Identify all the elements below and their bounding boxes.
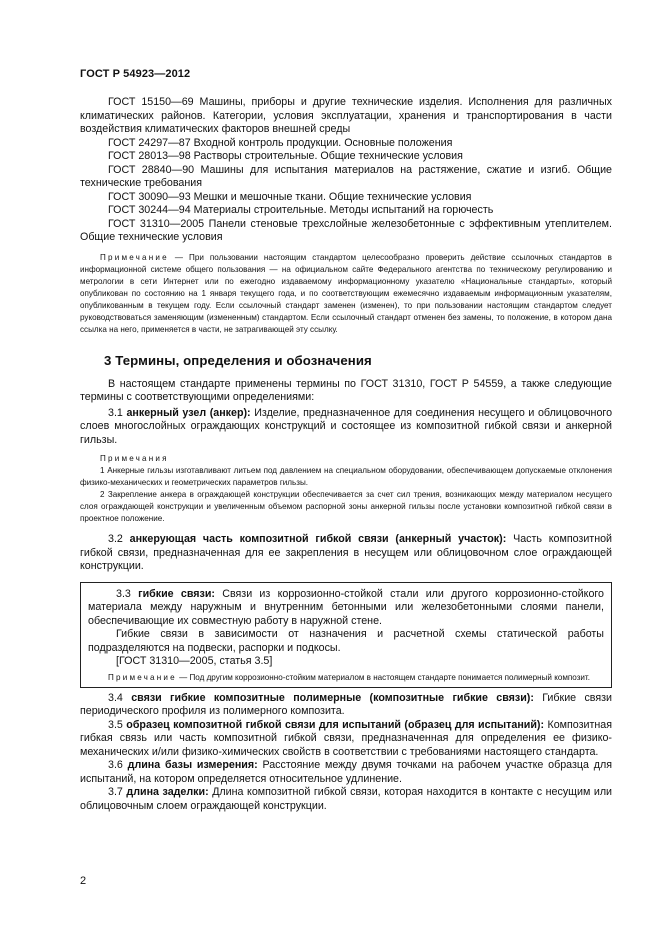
page-number: 2 — [80, 875, 87, 887]
term-number: 3.4 — [108, 691, 132, 704]
term-name: длина заделки: — [126, 786, 209, 798]
normative-references — [80, 96, 612, 245]
term-3-4 — [80, 692, 612, 719]
term-name: образец композитной гибкой связи для испытаний (образец для испытаний): — [126, 718, 545, 731]
term-definition: Гибкие связи периодического профиля из полимерного композита. — [80, 691, 613, 717]
term-number: 3.2 — [108, 533, 130, 545]
notes-heading: Примечания — [100, 454, 169, 463]
term-3-2 — [80, 533, 612, 574]
term-number: 3.6 — [108, 759, 128, 771]
term-3-6 — [80, 759, 612, 786]
note-text: — При пользовании настоящим стандартом целесообразно проверить действие ссылочных стандартов в информационной системе общего пользования — на официальном сайте Федерального агентства по техническому регулированию и метрологии в сети Интернет или по ежегодно издаваемому информационному указателю «Национальные стандарты», который опубликован по состоянию на 1 января текущего года, и по соответствующим ежемесячно издаваемым информационным указателям, опубликованным в текущем году. Если ссылочный стандарт заменен (изменен), то при пользовании настоящим стандартом следует руководствоваться заменяющим (измененным) стандартом. Если ссылочный стандарт отменен без замены, то положение, в котором дана ссылка на него, применяется в части, не затрагивающей эту ссылку. — [80, 252, 612, 334]
reference-item: ГОСТ 24297—87 Входной контроль продукции. Основные положения — [108, 136, 453, 149]
term-number: 3.5 — [108, 718, 127, 731]
reference-item: ГОСТ 30090—93 Мешки и мешочные ткани. Общие технические условия — [108, 190, 472, 203]
term-3-3-note — [88, 672, 604, 684]
term-name: анкерующая часть композитной гибкой связи (анкерный участок): — [129, 533, 507, 545]
term-3-3-source: [ГОСТ 31310—2005, статья 3.5] — [116, 655, 273, 667]
term-3-3-box — [80, 582, 612, 688]
page-header: ГОСТ Р 54923—2012 — [80, 68, 191, 80]
term-definition: Часть композитной гибкой связи, предназначенная для ее закрепления в несущем или облицовочном слое ограждающей конструкции. — [80, 533, 613, 572]
term-3-5 — [80, 719, 612, 760]
term-3-3 — [88, 588, 604, 629]
term-3-3-paragraph: Гибкие связи в зависимости от назначения и расчетной схемы статической работы подразделяются на подвески, распорки и подкосы. — [88, 628, 604, 654]
term-name: гибкие связи: — [138, 587, 215, 600]
term-definition: Связи из коррозионно-стойкой стали или другого коррозионно-стойкого материала между наружным и внутренним бетонными или железобетонными слоями панели, обеспечивающие их совместную работу в наружной стене. — [88, 587, 604, 627]
reference-item: ГОСТ 28840—90 Машины для испытания материалов на растяжение, сжатие и изгиб. Общие технические требования — [80, 163, 612, 189]
reference-item: ГОСТ 15150—69 Машины, приборы и другие технические изделия. Исполнения для различных климатических районов. Категории, условия эксплуатации, хранения и транспортирования в части воздействия климатических факторов внешней среды — [80, 96, 612, 135]
term-3-1 — [80, 407, 612, 448]
term-number: 3.3 — [116, 587, 139, 600]
note-item: 1 Анкерные гильзы изготавливают литьем под давлением на специальном оборудовании, обеспечивающем допускаемые отклонения физико-механических и геометрических параметров гильзы. — [80, 466, 612, 487]
term-name: связи гибкие композитные полимерные (композитные гибкие связи): — [131, 691, 534, 704]
reference-item: ГОСТ 31310—2005 Панели стеновые трехслойные железобетонные с эффективным утеплителем. Общие технические условия — [80, 217, 612, 243]
term-number: 3.1 — [108, 406, 127, 419]
term-definition: Композитная гибкая связь или часть композитной гибкой связи, предназначенная для определения ее физико-механических и/или физико-химических свойств в соответствии с требованиями настоящего стандарта. — [80, 718, 613, 758]
note-item: 2 Закрепление анкера в ограждающей конструкции обеспечивается за счет сил трения, возникающих между материалом несущего слоя ограждающей конструкции и увеличенным объемом распорной зоны анкерной гильзы после установки композитной гибкой связи в проектное положение. — [80, 490, 612, 523]
note-text: — Под другим коррозионно-стойким материалом в настоящем стандарте понимается полимерный композит. — [176, 672, 590, 682]
page-content — [80, 96, 612, 813]
reference-item: ГОСТ 30244—94 Материалы строительные. Методы испытаний на горючесть — [108, 204, 494, 216]
term-3-7 — [80, 786, 612, 813]
term-name: анкерный узел (анкер): — [126, 406, 251, 419]
term-name: длина базы измерения: — [127, 759, 258, 771]
references-note — [80, 252, 612, 336]
note-label: Примечание — [100, 252, 169, 262]
term-definition: Изделие, предназначенное для соединения несущего и облицовочного слоев многослойных ограждающих конструкций и состоящее из композитной гибкой связи и анкерной гильзы. — [80, 406, 613, 446]
term-number: 3.7 — [108, 786, 127, 798]
term-definition: Длина композитной гибкой связи, которая находится в контакте с несущим или облицовочным слоем ограждающей конструкции. — [80, 786, 613, 812]
reference-item: ГОСТ 28013—98 Растворы строительные. Общие технические условия — [108, 150, 463, 162]
section-intro: В настоящем стандарте применены термины по ГОСТ 31310, ГОСТ Р 54559, а также следующие термины с соответствующими определениями: — [80, 377, 612, 403]
note-label: Примечание — [108, 672, 177, 682]
term-definition: Расстояние между двумя точками на рабочем участке образца для испытаний, на котором определяется относительное удлинение. — [80, 759, 613, 785]
section-heading: 3 Термины, определения и обозначения — [104, 352, 372, 368]
